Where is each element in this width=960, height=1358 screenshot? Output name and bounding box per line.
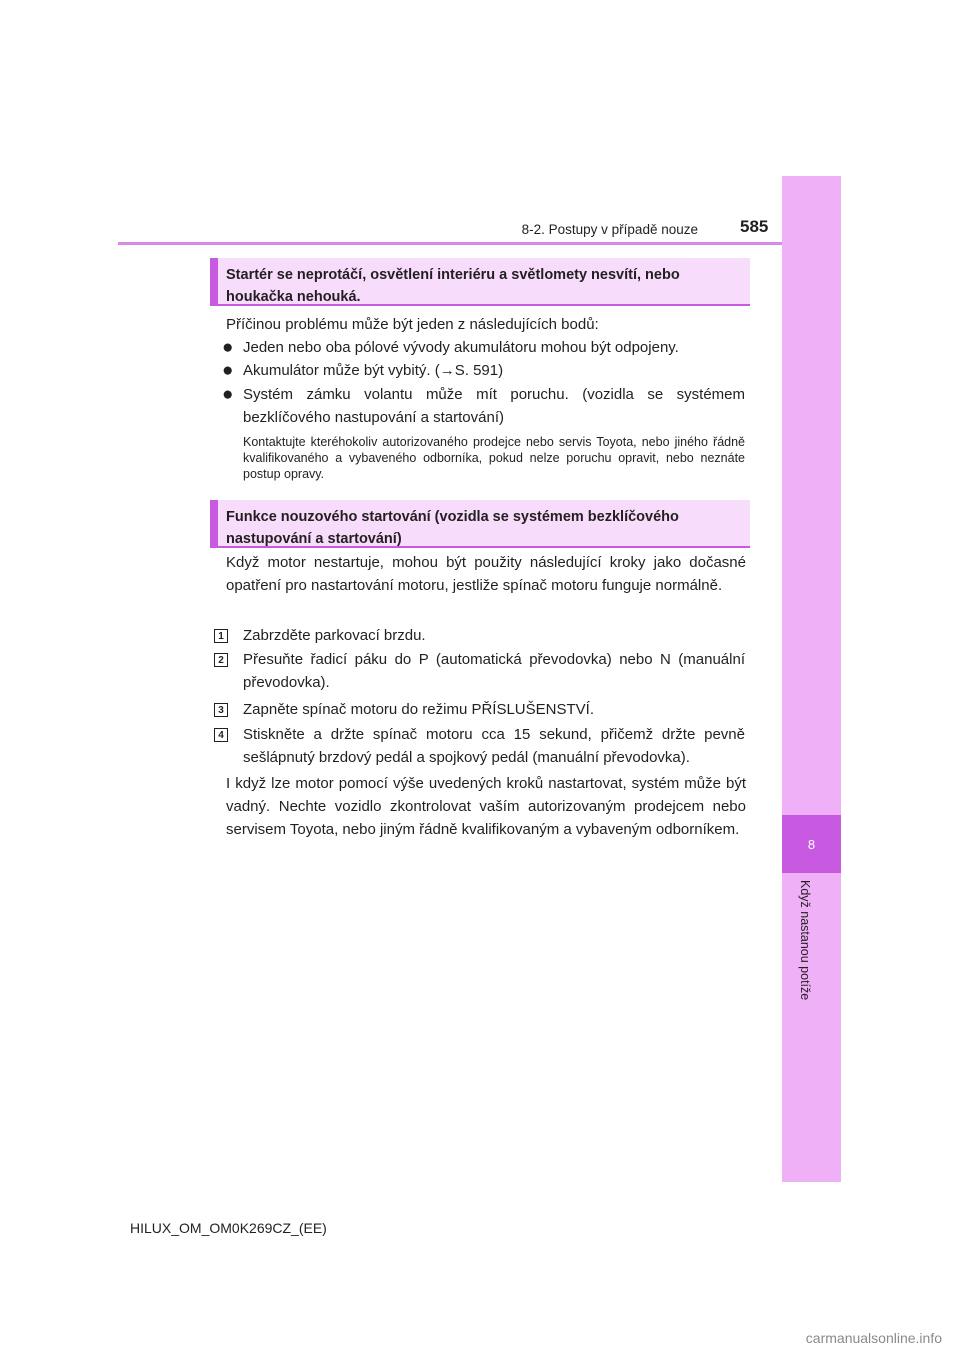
chapter-number-badge: 8 [782, 815, 841, 873]
bullet-3-dot: ● [222, 384, 234, 405]
page-number: 585 [740, 217, 769, 236]
header-section-title: 8-2. Postupy v případě nouze [521, 222, 698, 237]
section2-intro: Když motor nestartuje, mohou být použity následující kroky jako dočasné opatření pro nastartování motoru, jestliže spínač motoru funguje normálně. [226, 554, 746, 594]
step-4-text: Stiskněte a držte spínač motoru cca 15 sekund, přičemž držte pevně sešlápnutý brzdový pedál a spojkový pedál (manuální převodovka). [243, 726, 745, 766]
step-3-text: Zapněte spínač motoru do režimu PŘÍSLUŠENSTVÍ. [243, 701, 594, 718]
chapter-tab-strip [782, 176, 841, 1182]
chapter-title-text: Když nastanou potíže [797, 880, 812, 1001]
bullet-2-dot: ● [222, 360, 234, 381]
step-1-number: 1 [214, 629, 228, 643]
step-3-number: 3 [214, 703, 228, 717]
bullet-3-text: Systém zámku volantu může mít poruchu. (vozidla se systémem bezklíčového nastupování a startování) [243, 386, 745, 426]
section2-heading: Funkce nouzového startování (vozidla se systémem bezklíčového nastupování a startování) [210, 500, 750, 548]
section1-intro: Příčinou problému může být jeden z následujících bodů: [226, 316, 599, 333]
section2-outro: I když lze motor pomocí výše uvedených kroků nastartovat, systém může být vadný. Nechte vozidlo zkontrolovat vaším autorizovaným prodejcem nebo servisem Toyota, nebo jiným řádně kvalifikovaným a vybaveným odborníkem. [226, 775, 746, 838]
step-2-number: 2 [214, 653, 228, 667]
bullet-2-text: Akumulátor může být vybitý. (→S. 591) [243, 362, 504, 379]
footer-manual-code: HILUX_OM_OM0K269CZ_(EE) [130, 1220, 327, 1236]
step-1-text: Zabrzděte parkovací brzdu. [243, 627, 426, 644]
section1-note: Kontaktujte kteréhokoliv autorizovaného prodejce nebo servis Toyota, nebo jiného řádně kvalifikovaného a vybaveného odborníka, pokud nelze poruchu opravit, nebo neznáte postup opravy. [243, 435, 745, 481]
header-rule [118, 242, 782, 245]
step-4-number: 4 [214, 728, 228, 742]
step-2-text: Přesuňte řadicí páku do P (automatická převodovka) nebo N (manuální převodovka). [243, 651, 745, 691]
chapter-title-vertical [782, 880, 841, 1030]
bullet-1-dot: ● [222, 337, 234, 358]
section1-heading: Startér se neprotáčí, osvětlení interiéru a světlomety nesvítí, nebo houkačka nehouká. [210, 258, 750, 306]
bullet-1-text: Jeden nebo oba pólové vývody akumulátoru mohou být odpojeny. [243, 339, 679, 356]
watermark: carmanualsonline.info [805, 1330, 942, 1346]
